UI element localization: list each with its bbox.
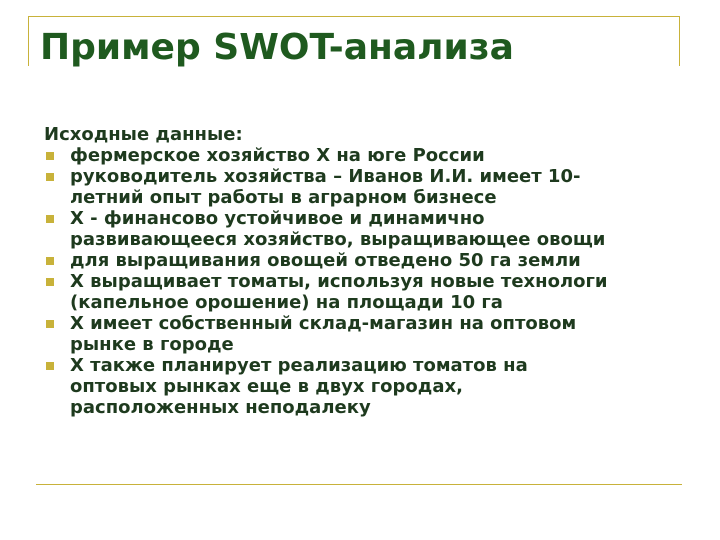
bullet-text-line: (капельное орошение) на площади 10 га (70, 292, 503, 313)
bullet-text-line: летний опыт работы в аграрном бизнесе (70, 187, 497, 208)
bullet-list (44, 145, 684, 418)
bullet-text-line: руководитель хозяйства – Иванов И.И. имеет 10- (70, 166, 581, 187)
bullet-text-line: расположенных неподалеку (70, 397, 371, 418)
bullet-text-line: рынке в городе (70, 334, 234, 355)
bullet-text-line: оптовых рынках еще в двух городах, (70, 376, 463, 397)
slide-title: Пример SWOT-анализа (40, 27, 514, 68)
bullet-text-line: X имеет собственный склад-магазин на оптовом (70, 313, 577, 334)
bullet-item (44, 250, 684, 271)
square-bullet-icon (46, 257, 54, 265)
square-bullet-icon (46, 152, 54, 160)
bullet-text-line: X - финансово устойчивое и динамично (70, 208, 485, 229)
bullet-item (44, 208, 684, 250)
square-bullet-icon (46, 173, 54, 181)
frame-bottom-line (36, 484, 682, 485)
bullet-item (44, 166, 684, 208)
bullet-item (44, 145, 684, 166)
slide-content (44, 124, 684, 418)
square-bullet-icon (46, 362, 54, 370)
bullet-text-line: развивающееся хозяйство, выращивающее овощи (70, 229, 606, 250)
bullet-text-line: X также планирует реализацию томатов на (70, 355, 528, 376)
bullet-item (44, 313, 684, 355)
square-bullet-icon (46, 278, 54, 286)
frame-right-line (679, 16, 680, 66)
frame-left-line (28, 16, 29, 66)
square-bullet-icon (46, 320, 54, 328)
bullet-item (44, 355, 684, 418)
intro-text: Исходные данные: (44, 124, 243, 145)
square-bullet-icon (46, 215, 54, 223)
frame-top-line (28, 16, 680, 17)
bullet-item (44, 271, 684, 313)
bullet-text-line: X выращивает томаты, используя новые технологи (70, 271, 608, 292)
bullet-text-line: для выращивания овощей отведено 50 га земли (70, 250, 581, 271)
bullet-text-line: фермерское хозяйство X на юге России (70, 145, 485, 166)
